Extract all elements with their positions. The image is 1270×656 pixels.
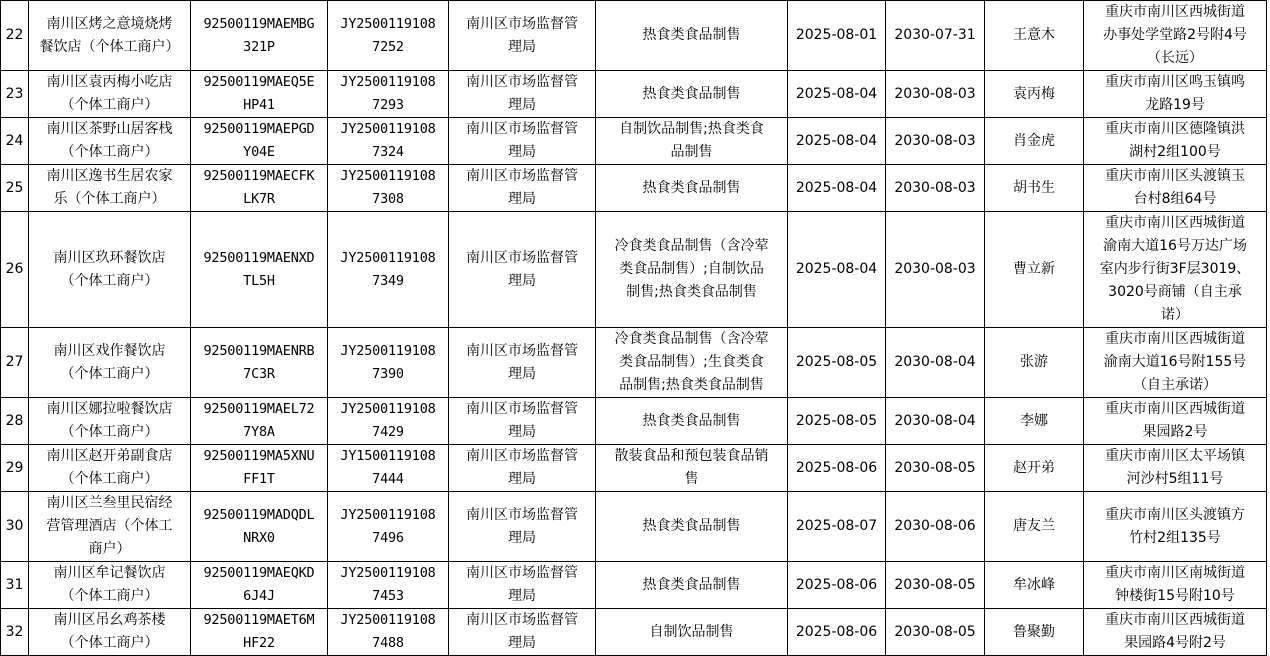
business-name-cell: 南川区娜拉啦餐饮店 （个体工商户） — [29, 398, 191, 445]
row-number-cell: 27 — [1, 328, 29, 398]
valid-to-date-cell: 2030-08-06 — [886, 492, 985, 562]
business-address-cell: 重庆市南川区鸣玉镇鸣 龙路19号 — [1084, 71, 1267, 118]
business-address-cell: 重庆市南川区头渡镇方 竹村2组135号 — [1084, 492, 1267, 562]
valid-from-date-cell: 2025-08-04 — [788, 165, 886, 212]
row-number-cell: 25 — [1, 165, 29, 212]
business-address-cell: 重庆市南川区西城街道 办事处学堂路2号附4号 （长远） — [1084, 1, 1267, 71]
row-number-cell: 26 — [1, 212, 29, 328]
business-scope-cell: 热食类食品制售 — [596, 1, 788, 71]
business-scope-cell: 热食类食品制售 — [596, 71, 788, 118]
license-number-cell: JY2500119108 7324 — [328, 118, 449, 165]
table-row — [1, 398, 1267, 445]
business-name-cell: 南川区牟记餐饮店 （个体工商户） — [29, 562, 191, 609]
credit-code-cell: 92500119MAENXD TL5H — [191, 212, 328, 328]
valid-to-date-cell: 2030-08-03 — [886, 118, 985, 165]
credit-code-cell: 92500119MADQDL NRX0 — [191, 492, 328, 562]
business-address-cell: 重庆市南川区西城街道 果园路2号 — [1084, 398, 1267, 445]
table-body — [1, 1, 1267, 656]
row-number-cell: 30 — [1, 492, 29, 562]
credit-code-cell: 92500119MA5XNU FF1T — [191, 445, 328, 492]
business-name-cell: 南川区赵开弟副食店 （个体工商户） — [29, 445, 191, 492]
table-row — [1, 445, 1267, 492]
license-number-cell: JY2500119108 7496 — [328, 492, 449, 562]
legal-representative-cell: 赵开弟 — [985, 445, 1084, 492]
table-row — [1, 71, 1267, 118]
row-number-cell: 24 — [1, 118, 29, 165]
legal-representative-cell: 袁丙梅 — [985, 71, 1084, 118]
legal-representative-cell: 鲁聚勤 — [985, 609, 1084, 656]
valid-to-date-cell: 2030-08-03 — [886, 212, 985, 328]
business-address-cell: 重庆市南川区西城街道 渝南大道16号附155号 （自主承诺） — [1084, 328, 1267, 398]
business-name-cell: 南川区玖环餐饮店 （个体工商户） — [29, 212, 191, 328]
business-address-cell: 重庆市南川区西城街道 果园路4号附2号 — [1084, 609, 1267, 656]
license-number-cell: JY2500119108 7429 — [328, 398, 449, 445]
business-name-cell: 南川区吊幺鸡茶楼 （个体工商户） — [29, 609, 191, 656]
valid-from-date-cell: 2025-08-04 — [788, 71, 886, 118]
valid-from-date-cell: 2025-08-05 — [788, 398, 886, 445]
row-number-cell: 28 — [1, 398, 29, 445]
valid-to-date-cell: 2030-08-04 — [886, 398, 985, 445]
business-address-cell: 重庆市南川区西城街道 渝南大道16号万达广场 室内步行街3F层3019、 3020号商铺（自主承 诺） — [1084, 212, 1267, 328]
legal-representative-cell: 曹立新 — [985, 212, 1084, 328]
valid-from-date-cell: 2025-08-07 — [788, 492, 886, 562]
business-scope-cell: 冷食类食品制售（含冷荤 类食品制售）;生食类食 品制售;热食类食品制售 — [596, 328, 788, 398]
issuing-authority-cell: 南川区市场监督管 理局 — [449, 118, 596, 165]
license-number-cell: JY2500119108 7308 — [328, 165, 449, 212]
credit-code-cell: 92500119MAENRB 7C3R — [191, 328, 328, 398]
business-scope-cell: 散装食品和预包装食品销 售 — [596, 445, 788, 492]
business-scope-cell: 热食类食品制售 — [596, 492, 788, 562]
issuing-authority-cell: 南川区市场监督管 理局 — [449, 398, 596, 445]
legal-representative-cell: 肖金虎 — [985, 118, 1084, 165]
row-number-cell: 29 — [1, 445, 29, 492]
legal-representative-cell: 王意木 — [985, 1, 1084, 71]
row-number-cell: 23 — [1, 71, 29, 118]
credit-code-cell: 92500119MAEPGD Y04E — [191, 118, 328, 165]
credit-code-cell: 92500119MAEQ5E HP41 — [191, 71, 328, 118]
license-number-cell: JY2500119108 7488 — [328, 609, 449, 656]
license-number-cell: JY2500119108 7349 — [328, 212, 449, 328]
business-name-cell: 南川区逸书生居农家 乐（个体工商户） — [29, 165, 191, 212]
valid-to-date-cell: 2030-08-05 — [886, 445, 985, 492]
business-scope-cell: 热食类食品制售 — [596, 165, 788, 212]
valid-from-date-cell: 2025-08-04 — [788, 212, 886, 328]
license-number-cell: JY2500119108 7453 — [328, 562, 449, 609]
legal-representative-cell: 张游 — [985, 328, 1084, 398]
table-row — [1, 328, 1267, 398]
legal-representative-cell: 牟冰峰 — [985, 562, 1084, 609]
issuing-authority-cell: 南川区市场监督管 理局 — [449, 492, 596, 562]
table-row — [1, 562, 1267, 609]
row-number-cell: 32 — [1, 609, 29, 656]
credit-code-cell: 92500119MAEL72 7Y8A — [191, 398, 328, 445]
credit-code-cell: 92500119MAEQKD 6J4J — [191, 562, 328, 609]
business-scope-cell: 热食类食品制售 — [596, 562, 788, 609]
table-row — [1, 118, 1267, 165]
table-row — [1, 212, 1267, 328]
issuing-authority-cell: 南川区市场监督管 理局 — [449, 71, 596, 118]
issuing-authority-cell: 南川区市场监督管 理局 — [449, 165, 596, 212]
business-scope-cell: 自制饮品制售 — [596, 609, 788, 656]
license-number-cell: JY2500119108 7390 — [328, 328, 449, 398]
issuing-authority-cell: 南川区市场监督管 理局 — [449, 562, 596, 609]
valid-to-date-cell: 2030-08-05 — [886, 609, 985, 656]
business-name-cell: 南川区茶野山居客栈 （个体工商户） — [29, 118, 191, 165]
issuing-authority-cell: 南川区市场监督管 理局 — [449, 328, 596, 398]
valid-to-date-cell: 2030-07-31 — [886, 1, 985, 71]
credit-code-cell: 92500119MAET6M HF22 — [191, 609, 328, 656]
business-name-cell: 南川区袁丙梅小吃店 （个体工商户） — [29, 71, 191, 118]
legal-representative-cell: 李娜 — [985, 398, 1084, 445]
business-name-cell: 南川区戏作餐饮店 （个体工商户） — [29, 328, 191, 398]
business-name-cell: 南川区兰叁里民宿经 营管理酒店（个体工 商户） — [29, 492, 191, 562]
legal-representative-cell: 胡书生 — [985, 165, 1084, 212]
business-address-cell: 重庆市南川区南城街道 钟楼街15号附10号 — [1084, 562, 1267, 609]
row-number-cell: 31 — [1, 562, 29, 609]
row-number-cell: 22 — [1, 1, 29, 71]
issuing-authority-cell: 南川区市场监督管 理局 — [449, 1, 596, 71]
business-address-cell: 重庆市南川区头渡镇玉 台村8组64号 — [1084, 165, 1267, 212]
table-row — [1, 165, 1267, 212]
table-row — [1, 609, 1267, 656]
valid-from-date-cell: 2025-08-06 — [788, 609, 886, 656]
valid-from-date-cell: 2025-08-06 — [788, 562, 886, 609]
business-address-cell: 重庆市南川区太平场镇 河沙村5组11号 — [1084, 445, 1267, 492]
valid-from-date-cell: 2025-08-06 — [788, 445, 886, 492]
business-scope-cell: 自制饮品制售;热食类食 品制售 — [596, 118, 788, 165]
issuing-authority-cell: 南川区市场监督管 理局 — [449, 445, 596, 492]
valid-to-date-cell: 2030-08-05 — [886, 562, 985, 609]
valid-from-date-cell: 2025-08-01 — [788, 1, 886, 71]
business-scope-cell: 冷食类食品制售（含冷荤 类食品制售）;自制饮品 制售;热食类食品制售 — [596, 212, 788, 328]
valid-from-date-cell: 2025-08-04 — [788, 118, 886, 165]
issuing-authority-cell: 南川区市场监督管 理局 — [449, 212, 596, 328]
business-scope-cell: 热食类食品制售 — [596, 398, 788, 445]
credit-code-cell: 92500119MAEMBG 321P — [191, 1, 328, 71]
valid-from-date-cell: 2025-08-05 — [788, 328, 886, 398]
credit-code-cell: 92500119MAECFK LK7R — [191, 165, 328, 212]
license-number-cell: JY2500119108 7252 — [328, 1, 449, 71]
valid-to-date-cell: 2030-08-03 — [886, 71, 985, 118]
business-name-cell: 南川区烤之意境烧烤 餐饮店（个体工商户） — [29, 1, 191, 71]
table-row — [1, 492, 1267, 562]
valid-to-date-cell: 2030-08-04 — [886, 328, 985, 398]
license-number-cell: JY2500119108 7293 — [328, 71, 449, 118]
business-address-cell: 重庆市南川区德隆镇洪 湖村2组100号 — [1084, 118, 1267, 165]
valid-to-date-cell: 2030-08-03 — [886, 165, 985, 212]
issuing-authority-cell: 南川区市场监督管 理局 — [449, 609, 596, 656]
license-number-cell: JY1500119108 7444 — [328, 445, 449, 492]
legal-representative-cell: 唐友兰 — [985, 492, 1084, 562]
table-row — [1, 1, 1267, 71]
